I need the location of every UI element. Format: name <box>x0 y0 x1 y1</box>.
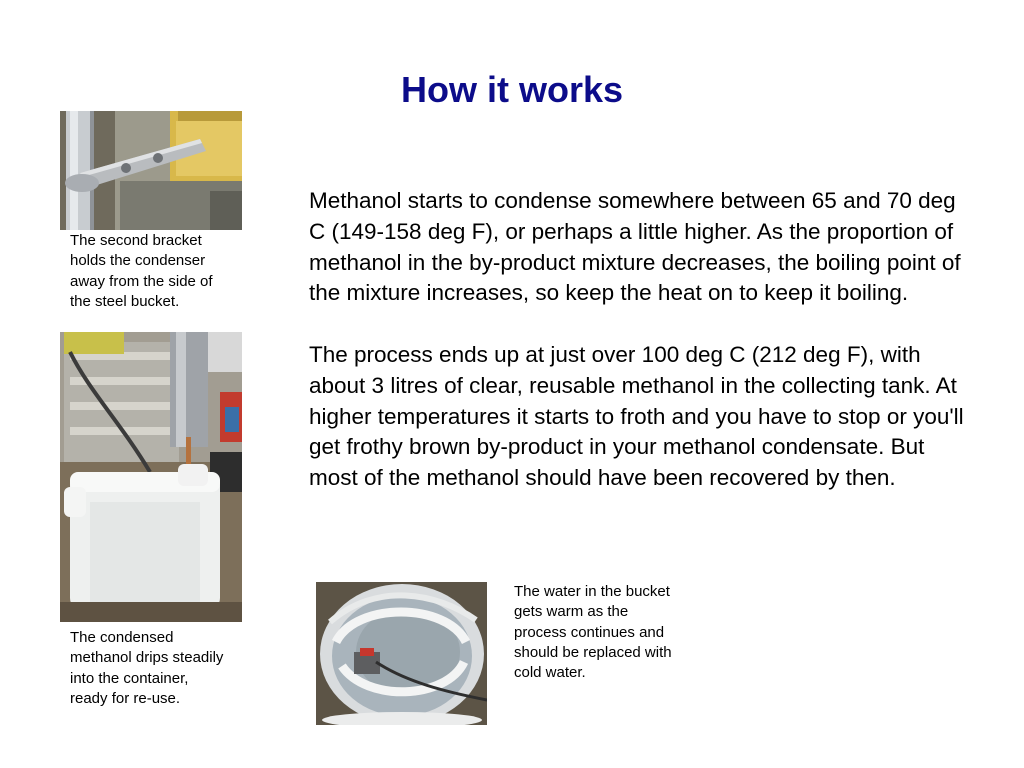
body-paragraph-2: The process ends up at just over 100 deg C (212 deg F), with about 3 litres of clear, reusable methanol in the collecting tank. At higher temperatures it starts to froth and you have to stop or you'll get frothy brown by-product in your methanol condensate. But most of the methanol should have been recovered by then. <box>309 341 964 491</box>
bucket-caption: The water in the bucket gets warm as the process continues and should be replaced with cold water. <box>514 583 672 682</box>
bracket-caption: The second bracket holds the condenser away from the side of the steel bucket. <box>70 232 213 310</box>
body-paragraph-1: Methanol starts to condense somewhere between 65 and 70 deg C (149-158 deg F), or perhaps a little higher. As the proportion of methanol in the by-product mixture decreases, the boiling point of the mixture increases, so keep the heat on to keep it boiling. <box>309 188 961 306</box>
bracket-photo <box>60 111 242 230</box>
bucket-photo <box>316 582 487 725</box>
container-caption: The condensed methanol drips steadily into the container, ready for re-use. <box>70 629 224 707</box>
slide-title: How it works <box>400 69 624 110</box>
body-text <box>309 186 974 525</box>
container-photo <box>60 332 242 622</box>
